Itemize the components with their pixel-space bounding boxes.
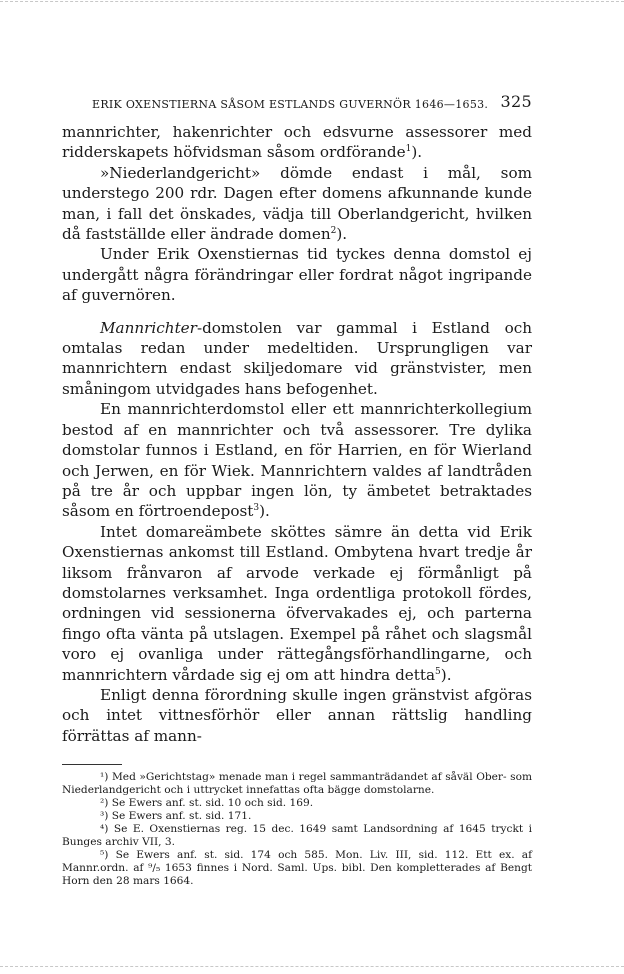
footnote: ³) Se Ewers anf. st. sid. 171. <box>100 810 252 823</box>
paragraph: »Niederlandgericht» dömde endast i mål, som understego 200 rdr. Dagen efter domens afkunnande kunde man, i fall det önskades, vädja till Oberlandgericht, hvilken då fastställde eller ändrade domen$^2$). <box>62 163 532 244</box>
footnote-divider <box>62 764 122 765</box>
footnote: ²) Se Ewers anf. st. sid. 10 och sid. 169. <box>100 797 314 810</box>
paragraph: Intet domareämbete sköttes sämre än detta vid Erik Oxenstiernas ankomst till Estland. Ombytena hvart tredje år liksom frånvaron af arvode verkade ej förmånligt på domstolarnes verksamhet. Inga ordentliga protokoll fördes, ordningen vid sessionerna öfvervakades ej, och parterna fingo ofta vänta på utslagen. Exempel på råhet och slagsmål voro ej ovanliga under rättegångsförhandlingarne, och mannrichtern vårdade sig ej om att hindra detta$^5$). <box>62 522 532 684</box>
paragraph: En mannrichterdomstol eller ett mannrichterkollegium bestod af en mannrichter och två assessorer. Tre dylika domstolar funnos i Estland, en för Harrien, en för Wierland och Jerwen, en för Wiek. Mannrichtern valdes af landtråden på tre år och uppbar ingen lön, ty ämbetet betraktades såsom en förtroendepost$^3$). <box>62 400 532 521</box>
paragraph: Mannrichter-domstolen var gammal i Estland och omtalas redan under medeltiden. Ursprungligen var mannrichtern endast skiljedomare vid gränstvister, men småningom utvidgades hans befogenhet. <box>62 318 532 398</box>
running-head <box>62 92 532 114</box>
footnote: ¹) Med »Gerichtstag» menade man i regel sammanträdandet af såväl Ober- som Niederlandgericht och i uttrycket innefattas ofta bägge domstolarne. <box>62 771 532 797</box>
paragraph: mannrichter, hakenrichter och edsvurne assessorer med ridderskapets höfvidsman såsom ordförande$^1$). <box>62 123 532 162</box>
footnote: ⁵) Se Ewers anf. st. sid. 174 och 585. Mon. Liv. III, sid. 112. Ett ex. af Mannr.ordn. af ⁹/₅ 1653 finnes i Nord. Saml. Ups. bibl. Den kompletterades af Bengt Horn den 28 mars 1664. <box>62 849 532 888</box>
page-bottom-edge <box>0 966 624 968</box>
paragraph: Under Erik Oxenstiernas tid tyckes denna domstol ej undergått några förändringar eller fordrat något ingripande af guvernören. <box>62 245 532 305</box>
footnote: ⁴) Se E. Oxenstiernas reg. 15 dec. 1649 samt Landsordning af 1645 tryckt i Bunges archiv VII, 3. <box>62 823 532 849</box>
running-head-title: ERIK OXENSTIERNA SÅSOM ESTLANDS GUVERNÖR 1646—1653. <box>92 98 489 111</box>
paragraph: Enligt denna förordning skulle ingen gränstvist afgöras och intet vittnesförhör eller annan rättslig handling förrättas af mann- <box>62 685 532 745</box>
footnotes <box>62 771 532 888</box>
body-text <box>62 122 532 746</box>
book-page <box>62 92 532 888</box>
page-top-edge <box>0 1 624 3</box>
page-number: 325 <box>500 92 532 111</box>
